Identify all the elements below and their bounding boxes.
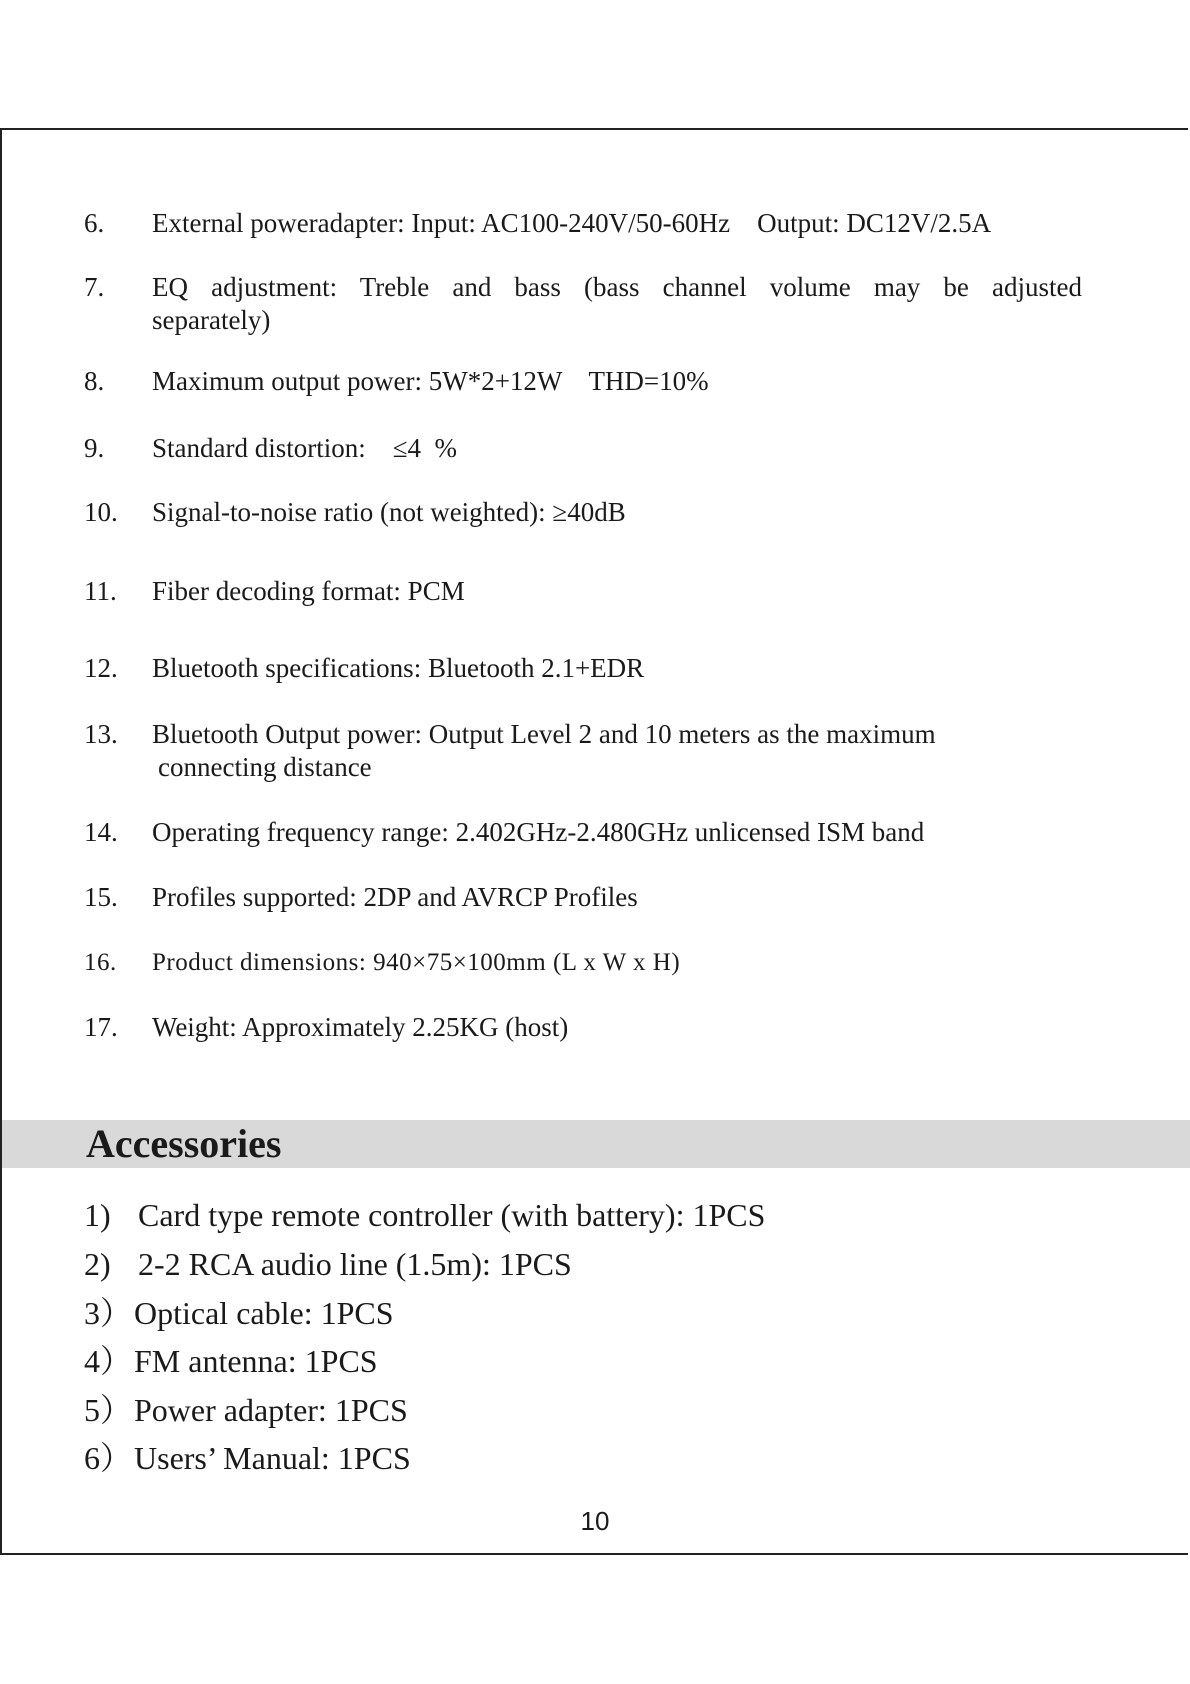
accessory-number: 1) [84, 1197, 111, 1233]
accessory-text: Optical cable: 1PCS [134, 1295, 394, 1331]
spec-text [152, 271, 1082, 337]
spec-text: Bluetooth specifications: Bluetooth 2.1+EDR [152, 653, 645, 683]
spec-text: Fiber decoding format: PCM [152, 576, 465, 606]
spec-number: 10. [84, 497, 118, 527]
spec-text: Signal-to-noise ratio (not weighted): ≥40dB [152, 497, 626, 527]
spec-number: 15. [84, 882, 118, 912]
spec-text: Product dimensions: 940×75×100mm (L x W x H) [152, 949, 681, 976]
spec-number: 11. [84, 576, 117, 606]
page-number: 10 [580, 1506, 610, 1536]
spec-text [152, 718, 1082, 784]
spec-text-line2: connecting distance [158, 752, 372, 782]
spec-text: Maximum output power: 5W*2+12W THD=10% [152, 366, 709, 396]
accessory-number: 4） [84, 1343, 133, 1379]
spec-text: Standard distortion: ≤4 % [152, 433, 458, 463]
spec-text-line1: Bluetooth Output power: Output Level 2 and 10 meters as the maximum [152, 719, 936, 749]
spec-number: 6. [84, 208, 105, 238]
spec-text: External poweradapter: Input: AC100-240V/50-60Hz Output: DC12V/2.5A [152, 208, 992, 238]
spec-text-line1: EQ adjustment: Treble and bass (bass channel volume may be adjusted [152, 272, 1082, 302]
spec-number: 17. [84, 1012, 118, 1042]
spec-text: Weight: Approximately 2.25KG (host) [152, 1012, 569, 1042]
accessory-text: FM antenna: 1PCS [134, 1343, 378, 1379]
spec-number: 9. [84, 433, 105, 463]
accessory-text: Card type remote controller (with battery): 1PCS [138, 1197, 766, 1233]
spec-number: 13. [84, 719, 118, 749]
spec-text: Profiles supported: 2DP and AVRCP Profiles [152, 882, 638, 912]
accessory-text: 2-2 RCA audio line (1.5m): 1PCS [138, 1246, 572, 1282]
spec-number: 14. [84, 817, 118, 847]
accessory-number: 3） [84, 1295, 133, 1331]
spec-text: Operating frequency range: 2.402GHz-2.480GHz unlicensed ISM band [152, 817, 925, 847]
spec-text-line2: separately) [152, 305, 271, 335]
accessory-text: Users’ Manual: 1PCS [134, 1440, 411, 1476]
spec-number: 16. [84, 949, 117, 976]
spec-number: 7. [84, 272, 105, 302]
spec-number: 12. [84, 653, 118, 683]
accessories-title: Accessories [86, 1121, 282, 1166]
accessory-number: 6） [84, 1440, 133, 1476]
accessory-number: 5） [84, 1392, 133, 1428]
spec-number: 8. [84, 366, 105, 396]
accessory-number: 2) [84, 1246, 111, 1282]
accessory-text: Power adapter: 1PCS [134, 1392, 408, 1428]
